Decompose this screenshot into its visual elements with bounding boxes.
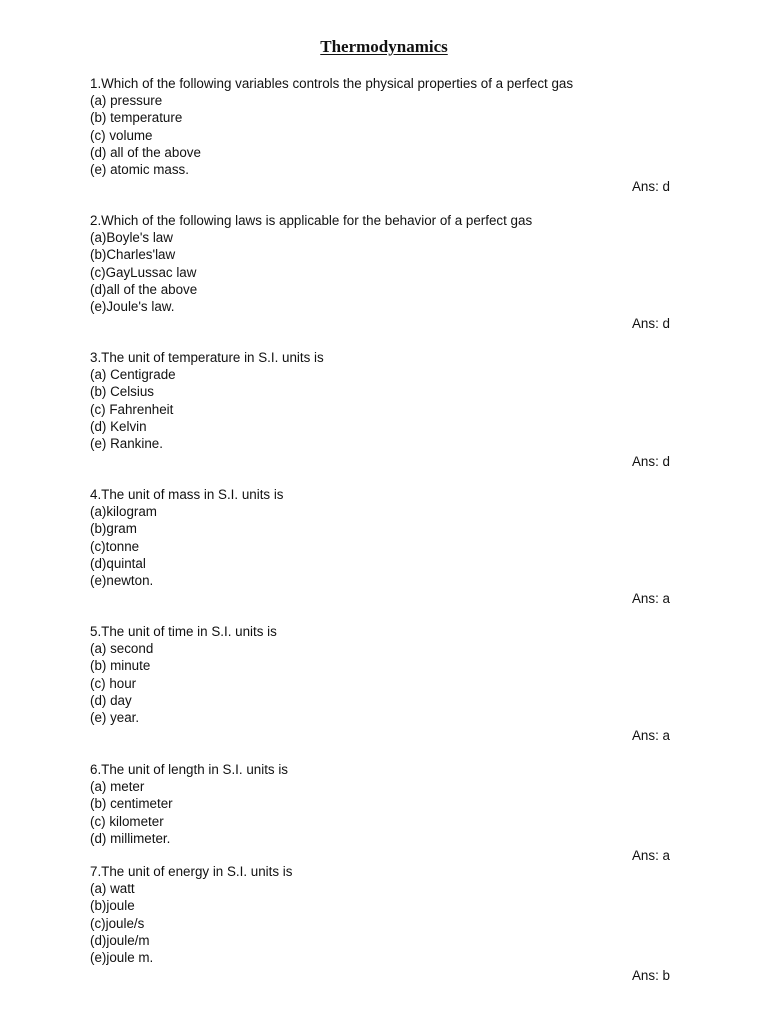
option-e: (e) year. xyxy=(90,710,140,726)
question-3 xyxy=(90,349,690,452)
question-stem: 4.The unit of mass in S.I. units is xyxy=(90,487,284,502)
option-a: (a)kilogram xyxy=(90,504,157,520)
question-stem: 3.The unit of temperature in S.I. units is xyxy=(90,350,324,365)
question-6 xyxy=(90,761,690,847)
question-7 xyxy=(90,863,690,966)
option-b: (b)joule xyxy=(90,898,135,914)
answer-4: Ans: a xyxy=(632,591,670,606)
option-b: (b) temperature xyxy=(90,110,183,126)
option-e: (e)newton. xyxy=(90,573,154,589)
option-b: (b) centimeter xyxy=(90,796,173,812)
question-1 xyxy=(90,75,690,178)
answer-2: Ans: d xyxy=(632,316,670,331)
answer-1: Ans: d xyxy=(632,179,670,194)
answer-6: Ans: a xyxy=(632,848,670,863)
option-d: (d)all of the above xyxy=(90,281,198,297)
option-e: (e) Rankine. xyxy=(90,436,163,452)
option-b: (b)Charles'law xyxy=(90,247,176,263)
option-d: (d) day xyxy=(90,692,132,708)
option-a: (a) pressure xyxy=(90,93,163,109)
question-2 xyxy=(90,212,690,315)
option-d: (d) Kelvin xyxy=(90,418,147,434)
option-e: (e) atomic mass. xyxy=(90,162,189,178)
option-e: (e)joule m. xyxy=(90,950,154,966)
question-stem: 2.Which of the following laws is applicable for the behavior of a perfect gas xyxy=(90,213,533,228)
option-d: (d)quintal xyxy=(90,555,146,571)
question-4 xyxy=(90,486,690,589)
option-a: (a) second xyxy=(90,641,154,657)
option-c: (c) kilometer xyxy=(90,813,164,829)
option-a: (a) watt xyxy=(90,881,135,897)
option-c: (c)joule/s xyxy=(90,915,145,931)
question-stem: 5.The unit of time in S.I. units is xyxy=(90,624,277,639)
option-c: (c) volume xyxy=(90,127,153,143)
option-c: (c)GayLussac law xyxy=(90,264,197,280)
question-stem: 7.The unit of energy in S.I. units is xyxy=(90,864,293,879)
option-c: (c) hour xyxy=(90,675,137,691)
option-c: (c) Fahrenheit xyxy=(90,401,174,417)
answer-5: Ans: a xyxy=(632,728,670,743)
option-a: (a) Centigrade xyxy=(90,367,176,383)
question-stem: 1.Which of the following variables controls the physical properties of a perfect gas xyxy=(90,76,574,91)
option-a: (a) meter xyxy=(90,779,145,795)
question-5 xyxy=(90,623,690,726)
question-stem: 6.The unit of length in S.I. units is xyxy=(90,762,288,777)
option-a: (a)Boyle's law xyxy=(90,230,173,246)
option-d: (d) millimeter. xyxy=(90,830,171,846)
option-d: (d)joule/m xyxy=(90,932,150,948)
page-title xyxy=(0,36,768,58)
page-title-text: Thermodynamics xyxy=(320,37,448,56)
option-b: (b) Celsius xyxy=(90,384,154,400)
option-e: (e)Joule's law. xyxy=(90,299,175,315)
option-b: (b) minute xyxy=(90,658,151,674)
option-b: (b)gram xyxy=(90,521,137,537)
answer-7: Ans: b xyxy=(632,968,670,983)
answer-3: Ans: d xyxy=(632,454,670,469)
option-c: (c)tonne xyxy=(90,538,140,554)
option-d: (d) all of the above xyxy=(90,144,201,160)
